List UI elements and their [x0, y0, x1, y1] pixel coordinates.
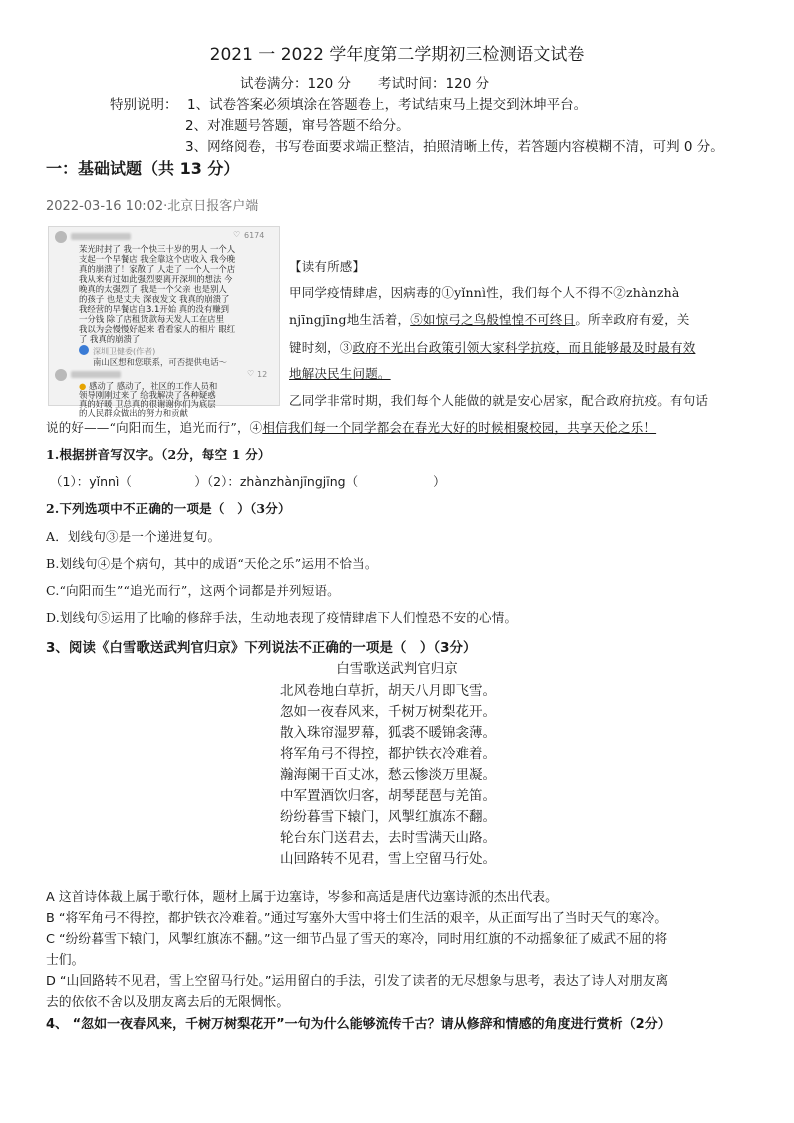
q3-stem: 3、阅读《白雪歌送武判官归京》下列说法不正确的一项是（ ）（3分） — [46, 640, 477, 656]
reading-heading: 【读有所感】 — [289, 259, 366, 274]
q3-option-c-cont: 士们。 — [46, 953, 85, 968]
avatar — [55, 231, 67, 243]
q2-option-c: C.“向阳而生”“追光而行”，这两个词都是并列短语。 — [46, 583, 340, 598]
poem-line: 纷纷暮雪下辕门，风掣红旗冻不翻。 — [280, 809, 496, 825]
note-1: 1、试卷答案必须填涂在答题卷上，考试结束马上提交到沐坤平台。 — [187, 97, 588, 113]
note-2: 2、对准题号答题，窜号答题不给分。 — [185, 118, 410, 134]
reading-line: 甲同学疫情肆虐，因病毒的①yǐnnì性，我们每个人不得不②zhànzhà — [289, 285, 680, 300]
reading-line: 乙同学非常时期，我们每个人能做的就是安心居家，配合政府抗疫。有句话 — [289, 393, 709, 408]
like-count: 6174 — [244, 231, 265, 240]
note-3: 3、网络阅卷，书写卷面要求端正整洁，拍照清晰上传，若答题内容模糊不清，可判 0 分。 — [185, 139, 724, 155]
reading-line: 地解决民生问题。 — [289, 366, 391, 381]
q3-option-c: C “纷纷暮雪下辕门，风掣红旗冻不翻。”这一细节凸显了雪天的寒冷，同时用红旗的不动摇象征了威武不屈的将 — [46, 932, 668, 947]
poem-line: 瀚海阑干百丈冰，愁云惨淡万里凝。 — [280, 767, 496, 783]
reading-line: njīngjīng地生活着，⑤如惊弓之鸟般惶惶不可终日。所幸政府有爱，关 — [289, 312, 690, 327]
post-line: 真的好暖 卫总真的很谢谢你们为底层 — [79, 399, 216, 409]
q3-option-d-cont: 去的依依不舍以及朋友离去后的无限惆怅。 — [46, 995, 290, 1010]
q3-option-d: D “山回路转不见君，雪上空留马行处。”运用留白的手法，引发了读者的无尽想象与思考，表达了诗人对朋友离 — [46, 974, 669, 989]
score-time-line: 试卷满分：120 分 考试时间：120 分 — [240, 76, 490, 92]
q3-option-a: A 这首诗体裁上属于歌行体，题材上属于边塞诗，岑参和高适是唐代边塞诗派的杰出代表。 — [46, 890, 558, 905]
q4-stem: 4、 “忽如一夜春风来，千树万树梨花开”一句为什么能够流传千古？请从修辞和情感的角度进行赏析（2分） — [46, 1017, 671, 1032]
q2-option-b: B.划线句④是个病句，其中的成语“天伦之乐”运用不恰当。 — [46, 556, 378, 571]
post-line: 茉光时封了 我一个快三十岁的男人 一个人 — [79, 244, 236, 254]
q1-blanks: （1）：yǐnnì（ ）（2）：zhànzhànjīngjīng（ ） — [50, 474, 446, 489]
blurred-username — [71, 371, 121, 378]
emoji-icon: ● — [79, 381, 87, 391]
q1-stem: 1.根据拼音写汉字。（2分，每空 1 分） — [46, 447, 271, 462]
post-line: 领导刚刚过来了 给我解决了各种疑惑 — [79, 390, 216, 400]
exam-title: 2021 一 2022 学年度第二学期初三检测语文试卷 — [209, 45, 585, 65]
poem-line: 散入珠帘湿罗幕，狐裘不暖锦衾薄。 — [280, 725, 496, 741]
post-line: 我以为会慢慢好起来 看看家人的相片 眼红 — [79, 324, 236, 334]
post-line: 真的崩溃了！家散了 人走了 一个人一个店 — [79, 264, 236, 274]
notes-label: 特别说明： — [110, 97, 178, 113]
poem-line: 山回路转不见君，雪上空留马行处。 — [280, 851, 496, 867]
post-line: 晚真的太强烈了 我是一个父亲 也是别人 — [79, 284, 227, 294]
poem-line: 轮台东门送君去，去时雪满天山路。 — [280, 830, 496, 846]
post-line: 的孩子 也是丈夫 深夜发文 我真的崩溃了 — [79, 294, 230, 304]
poem-line: 将军角弓不得控，都护铁衣冷难着。 — [280, 746, 496, 762]
post-line: 我经营的早餐店自3.1开始 真的没有赚到 — [79, 304, 229, 314]
post-line: 一分钱 除了店租货款每天发人工在店里 — [79, 314, 225, 324]
reply-text: 南山区想和您联系，可否提供电话～ — [93, 357, 227, 367]
dateline: 2022-03-16 10:02·北京日报客户端 — [46, 199, 259, 214]
news-screenshot — [48, 226, 280, 418]
avatar — [55, 369, 67, 381]
official-avatar — [79, 345, 89, 355]
q2-option-a: A．划线句③是一个递进复句。 — [46, 529, 221, 544]
post-line: 支起一个早餐店 我全靠这个店收入 我今晚 — [79, 254, 236, 264]
reading-line: 说的好——“向阳而生，追光而行”，④相信我们每一个同学都会在春光大好的时候相聚校园，共享天伦之乐！ — [46, 420, 657, 435]
reading-line: 键时刻，③政府不光出台政策引领大家科学抗疫，而且能够最及时最有效 — [289, 340, 696, 355]
poem-line: 中军置酒饮归客，胡琴琵琶与羌笛。 — [280, 788, 496, 804]
q2-stem: 2.下列选项中不正确的一项是（ ）（3分） — [46, 501, 291, 516]
post-line: 我从来有过如此强烈要离开深圳的想法 今 — [79, 274, 233, 284]
like-count: 12 — [257, 370, 268, 379]
reply-author: 深圳卫健委(作者) — [93, 347, 156, 356]
poem-line: 忽如一夜春风来，千树万树梨花开。 — [280, 704, 496, 720]
section-heading: 一：基础试题（共 13 分） — [46, 159, 240, 178]
post-line: ● 感动了 感动了，社区的工作人员和 — [79, 381, 218, 391]
q3-option-b: B “将军角弓不得控，都护铁衣冷难着。”通过写塞外大雪中将士们生活的艰辛，从正面写出了当时天气的寒冷。 — [46, 911, 668, 926]
blurred-username — [71, 233, 131, 240]
like-icon: ♡ — [233, 230, 241, 239]
post-line: 了 我真的崩溃了 — [79, 334, 141, 344]
post-line: 的人民群众做出的努力和贡献 — [79, 408, 188, 418]
q2-option-d: D.划线句⑤运用了比喻的修辞手法，生动地表现了疫情肆虐下人们惶恐不安的心情。 — [46, 610, 518, 625]
like-icon: ♡ — [247, 369, 255, 378]
poem-line: 北风卷地白草折，胡天八月即飞雪。 — [280, 683, 496, 699]
poem-title: 白雪歌送武判官归京 — [336, 661, 458, 677]
